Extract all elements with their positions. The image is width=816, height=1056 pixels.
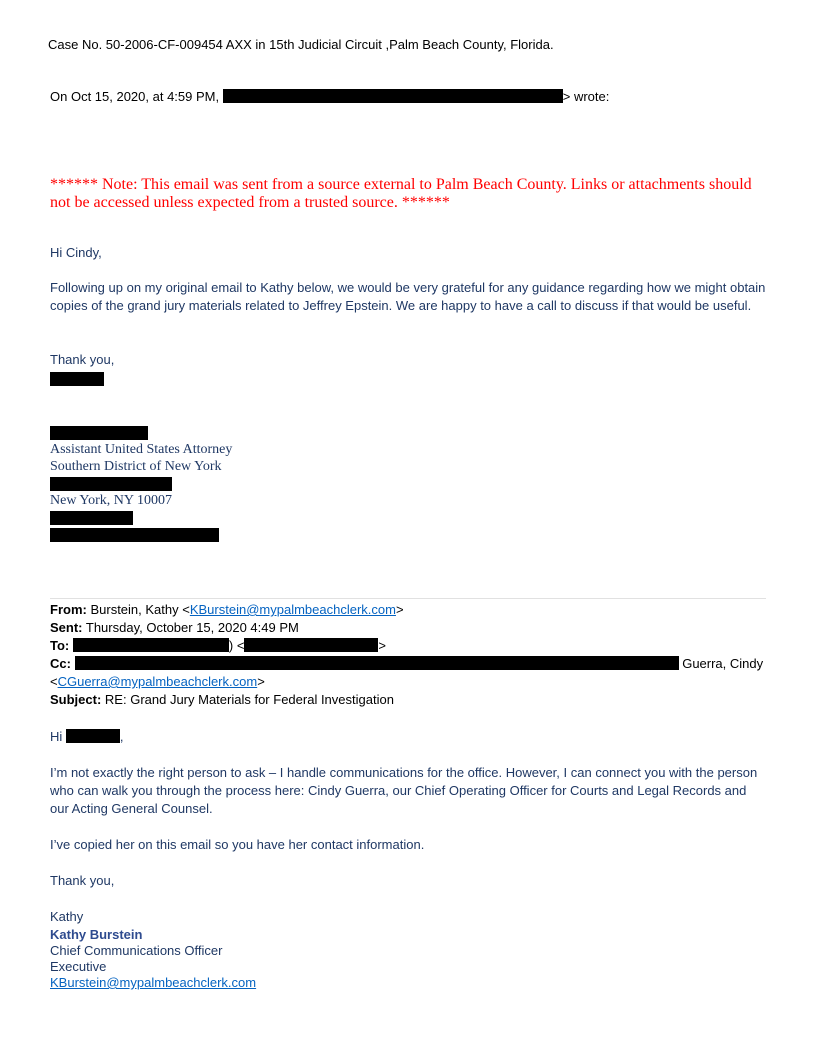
reply-greeting: Hi Cindy, [50,245,102,260]
from-close: > [395,602,404,617]
message-greeting-suffix: , [119,729,124,744]
header-to [50,637,386,655]
redacted-address [50,477,172,491]
redacted-phone [50,511,133,525]
redacted-email [50,528,219,542]
redacted-recipient [66,729,120,743]
message-signoff: Kathy [50,909,84,924]
cc-open: < [50,674,58,689]
signature-title: Assistant United States Attorney [50,442,233,457]
case-header: Case No. 50-2006-CF-009454 AXX in 15th Judicial Circuit ,Palm Beach County, Florida. [48,37,554,52]
message-divider [50,598,766,599]
reply-closing: Thank you, [50,352,115,367]
from-name: Burstein, Kathy < [90,602,190,617]
from-label: From: [50,602,87,617]
cc-close: > [257,674,265,689]
sent-label: Sent: [50,620,83,635]
message-para2: I’ve copied her on this email so you have her contact information. [50,837,425,852]
reply-header [50,89,609,104]
cc-name: Guerra, Cindy [682,656,764,671]
header-sent [50,619,299,637]
to-mid: ) < [228,638,245,653]
redacted-sender-name [50,372,104,386]
kathy-signature-dept: Executive [50,959,107,974]
to-label: To: [50,638,70,653]
reply-header-prefix: On Oct 15, 2020, at 4:59 PM, [50,89,220,104]
header-subject [50,691,394,709]
reply-body: Following up on my original email to Kathy below, we would be very grateful for any guidance regarding how we might obtain copies of the grand jury materials related to Jeffrey Epstein. We are happy to have a call to discuss if that would be useful. [50,280,766,313]
to-close: > [378,638,387,653]
subject-label: Subject: [50,692,102,707]
from-email-link[interactable]: KBurstein@mypalmbeachclerk.com [189,602,396,617]
message-greeting [50,728,766,746]
redacted-to-email [244,638,378,652]
kathy-signature-name: Kathy Burstein [50,927,143,942]
reply-header-suffix: > wrote: [562,89,610,104]
message-para1: I’m not exactly the right person to ask – I handle communications for the office. However, I can connect you with the person who can walk you through the process here: Cindy Guerra, our Chief Operating Officer for Courts and Legal Records and our Acting General Counsel. [50,765,758,816]
kathy-signature-title: Chief Communications Officer [50,943,223,958]
redacted-cc-list [75,656,679,670]
signature-office: Southern District of New York [50,459,222,474]
subject-value: RE: Grand Jury Materials for Federal Investigation [104,692,394,707]
signature-city: New York, NY 10007 [50,493,172,508]
cc-label: Cc: [50,656,71,671]
redacted-to-name [73,638,229,652]
message-greeting-prefix: Hi [50,729,63,744]
header-from [50,601,404,619]
external-warning: ****** Note: This email was sent from a source external to Palm Beach County. Links or attachments should not be accessed unless expected from a trusted source. ****** [50,176,752,211]
sent-value: Thursday, October 15, 2020 4:49 PM [85,620,299,635]
header-cc-email [50,673,265,691]
kathy-signature-email-link[interactable]: KBurstein@mypalmbeachclerk.com [50,975,257,990]
header-cc [50,655,763,673]
redacted-signature-name [50,426,148,440]
redacted-sender [223,89,563,103]
message-closing: Thank you, [50,873,115,888]
cc-email-link[interactable]: CGuerra@mypalmbeachclerk.com [57,674,258,689]
